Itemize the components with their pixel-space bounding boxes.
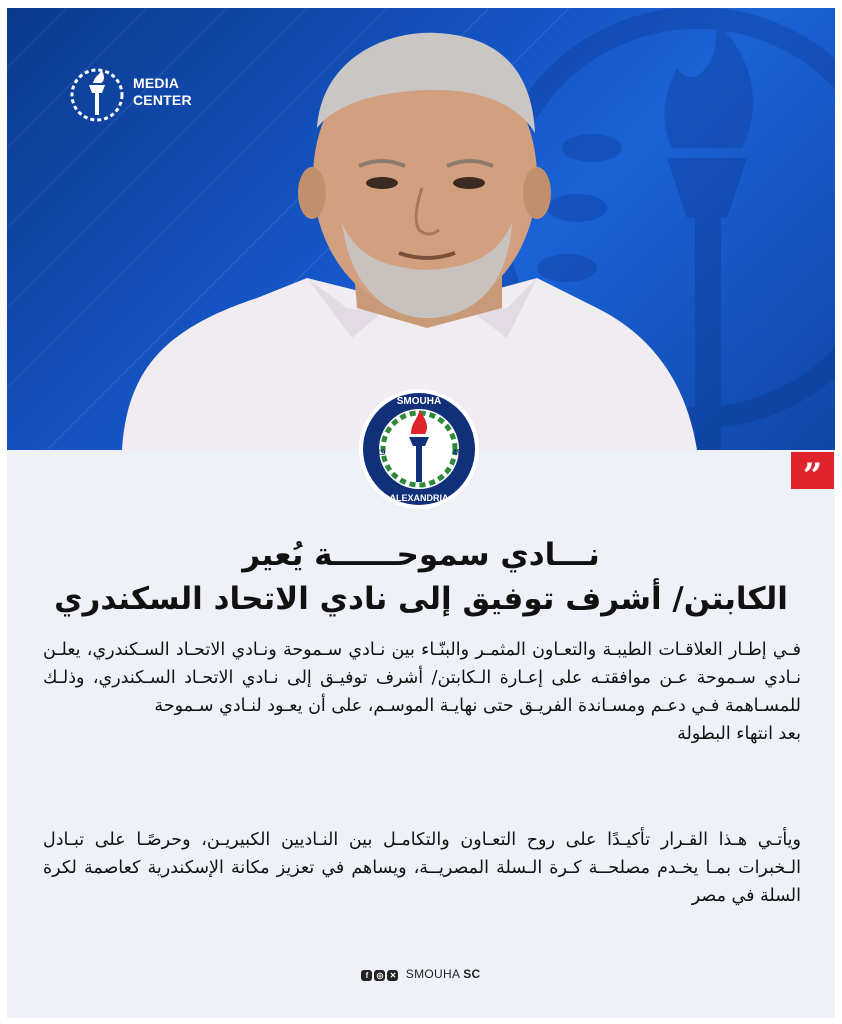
logo-bottom-text: ALEXANDRIA — [389, 493, 449, 503]
footer-brand — [406, 967, 481, 981]
smouha-club-logo — [357, 382, 481, 516]
facebook-icon[interactable]: f — [361, 970, 372, 981]
media-center-badge — [67, 63, 207, 127]
headline-line-2: الكابتن/ أشرف توفيق إلى نادي الاتحاد السكندري — [54, 581, 788, 617]
paragraph-2: ويأتـي هـذا القـرار تأكيـدًا على روح التعـاون والتكامـل بين النـاديين الكبيريـن، وحرصًـا على تبـادل الـخبرات بمـا يخـدم مصلحــة كـرة الـسلة المصريــة، ويساهم في تعزيز مكانة الإسكندرية كعاصمة لكرة السلة في مصر — [43, 830, 801, 906]
paragraph-1 — [43, 636, 801, 748]
quote-icon: ” — [791, 452, 834, 489]
footer-brand-name: SMOUHA — [405, 966, 460, 981]
headline — [47, 533, 795, 621]
paragraph-1-last-line: بعد انتهاء البطولة — [677, 724, 801, 744]
logo-top-text: SMOUHA — [396, 396, 442, 407]
logo-year-left: 19 — [376, 448, 386, 457]
announcement-card — [7, 8, 835, 1018]
torch-wreath-icon — [67, 63, 127, 127]
media-line-2: CENTER — [133, 92, 192, 108]
footer-brand-suffix: SC — [463, 966, 481, 981]
media-center-label — [133, 75, 192, 109]
x-icon[interactable]: ✕ — [387, 970, 398, 981]
media-line-1: MEDIA — [133, 75, 180, 91]
footer-social — [7, 966, 835, 986]
headline-line-1: نـــادي سموحــــــة يُعير — [242, 537, 600, 573]
logo-year-right: 49 — [452, 448, 462, 457]
social-icons — [361, 967, 400, 981]
instagram-icon[interactable]: ◎ — [374, 970, 385, 981]
paragraph-1-text: فـي إطـار العلاقـات الطيبـة والتعـاون المثمـر والبنّـاء بين نـادي سـموحة ونـادي الاتحـاد السـكندري، يعلـن نـادي سـموحة عـن موافقتـه على إعـارة الـكابتن/ أشرف توفيـق إلى نـادي الاتحـاد السـكندري، وذلـك للمسـاهمة فـي دعـم ومسـاندة الفريـق حتى نهايـة الموسـم، على أن يعـود لنـادي سـموحة — [43, 640, 801, 716]
